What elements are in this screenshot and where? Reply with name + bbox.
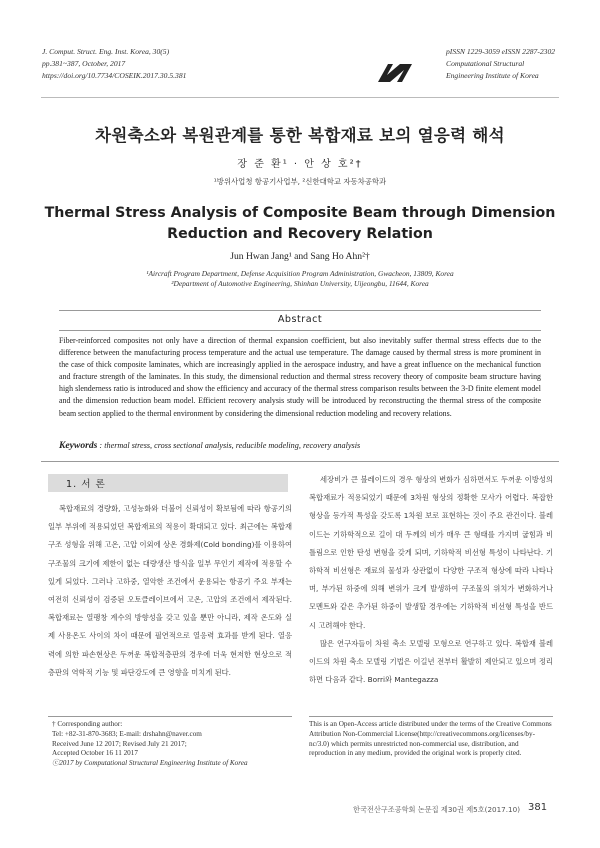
abstract-text: Fiber-reinforced composites not only have a direction of thermal expansion coefficient, but also inevitably suffer thermal stress effects due to the difference between the manufacturing process temperature and the actual use temperature. The damage caused by thermal stress is more prominent in the case of thick composite laminates, which are increasingly applied in the aerospace industry, and have a great influence on the mechanical function and fracture strength of the laminates. In this study, the dimensional reduction and thermal stress recovery theory of composite beam structure having high slenderness ratio is introduced and show the efficiency and accuracy of the thermal stress comparison results between the 3-D finite element model and the dimension reduction beam model. Efficient recovery analysis study will be introduced by reconstructing the thermal stress of the composite beam section applied to the thermal environment by considering the dimensional reduction modeling and recovery relations. bbox=[59, 336, 541, 418]
authors-korean: 장 준 환¹ · 안 상 호²† bbox=[237, 159, 363, 170]
footnote-line: † Corresponding author: bbox=[52, 720, 123, 728]
abstract-heading: Abstract bbox=[277, 314, 323, 325]
copyright-line: ⓒ2017 by Computational Structural Engineering Institute of Korea bbox=[52, 759, 248, 768]
body-paragraph: 복합재료의 경량화, 고성능화와 더불어 신뢰성이 확보됨에 따라 항공기의 일부 부위에 적용되었던 복합재료의 적용이 확대되고 있다. 최근에는 복합재 구조 성형을 위해 고온, 고압 이외에 상온 경화제(Cold bonding)를 이용하여 구조물의 크기에 제한이 없는 대량생산 방식을 일부 무인기 제작에 적용할 수 있게 되었다. 그러나 고하중, 열악한 조건에서 운용되는 항공기 주요 부재는 여전히 신뢰성이 검증된 오토클레이브에서 고온, 고압의 조건에서 제작된다. 복합재료는 열팽창 계수의 방향성을 갖고 있을 뿐만 아니라, 제작 온도와 실제 사용온도 사이의 차이 때문에 필연적으로 열응력 효과를 받게 된다. 열응력에 의한 파손현상은 두꺼운 복합적층판의 경우에 더욱 현저한 현상으로 적층판의 역학적 기능 및 파단강도에 큰 영향을 미치게 된다. bbox=[48, 504, 292, 677]
header-divider bbox=[41, 97, 559, 98]
footnote-rule-left bbox=[48, 716, 292, 717]
left-column bbox=[48, 500, 292, 682]
footer-journal: 한국전산구조공학회 논문집 제30권 제5호(2017.10) bbox=[353, 805, 520, 814]
footnote-line: Received June 12 2017; Revised July 21 2017; bbox=[52, 739, 187, 748]
journal-citation bbox=[42, 46, 186, 82]
publisher-line: Engineering Institute of Korea bbox=[446, 71, 539, 80]
issn-block bbox=[446, 46, 555, 82]
doi-link[interactable]: https://doi.org/10.7734/COSEIK.2017.30.5.381 bbox=[42, 71, 187, 80]
section-heading-introduction bbox=[48, 474, 288, 492]
affiliation-line: ¹Aircraft Program Department, Defense Acquisition Program Administration, Gwacheon, 13809, Korea bbox=[146, 269, 454, 278]
keywords bbox=[59, 440, 541, 451]
body-paragraph: 많은 연구자들이 차원 축소 모델링 모형으로 연구하고 있다. 복합재 블레이드의 차원 축소 모델링 기법은 이길년 전부터 활발히 제안되고 있으며 정리하면 다음과 같다. Borri와 Mantegazza bbox=[309, 638, 553, 685]
issn-line: pISSN 1229-3059 eISSN 2287-2302 bbox=[446, 47, 556, 56]
abstract-rule-bottom bbox=[59, 330, 541, 331]
affiliation-english bbox=[0, 269, 600, 289]
journal-logo-icon bbox=[376, 62, 414, 84]
page-number: 381 bbox=[528, 802, 548, 813]
publisher-line: Computational Structural bbox=[446, 59, 525, 68]
paper-title-korean: 차원축소와 복원관계를 통한 복합재료 보의 열응력 해석 bbox=[95, 126, 505, 145]
authors-english: Jun Hwan Jang¹ and Sang Ho Ahn²† bbox=[230, 251, 370, 262]
keywords-list: : thermal stress, cross sectional analysis, reducible modeling, recovery analysis bbox=[97, 441, 361, 450]
right-column bbox=[309, 471, 553, 689]
citation-line: J. Comput. Struct. Eng. Inst. Korea, 30(5) bbox=[42, 47, 170, 56]
correspondence-footnote bbox=[52, 720, 296, 769]
footnote-line: Accepted October 16 11 2017 bbox=[52, 749, 138, 758]
keywords-label: Keywords bbox=[59, 440, 98, 451]
section-heading-text: 1. 서 론 bbox=[66, 479, 106, 490]
footnote-rule-right bbox=[309, 716, 553, 717]
affiliation-korean: ¹방위사업청 항공기사업부, ²신한대학교 자동차공학과 bbox=[213, 177, 387, 186]
license-footnote: This is an Open-Access article distributed under the terms of the Creative Commons Attribution Non-Commercial License(http://creativecommons.org/licenses/by-nc/3.0) which permits unrestricted non-commercial use, distribution, and reproduction in any medium, provided the original work is properly cited. bbox=[309, 720, 552, 758]
affiliation-line: ²Department of Automotive Engineering, Shinhan University, Uijeongbu, 11644, Korea bbox=[171, 279, 429, 288]
body-paragraph: 세장비가 큰 블레이드의 경우 형상의 변화가 심하면서도 두꺼운 이방성의 복합재료가 적용되었기 때문에 3차원 형상의 정확한 모사가 어렵다. 복잡한 형상을 등가적 특성을 갖도록 1차원 보로 표현하는 것이 주요 관건이다. 블레이드는 기하학적으로 길이 대 두께의 비가 매우 큰 형태를 가지며 굽힘과 비틀림으로 인한 탄성 변형을 갖게 되며, 기하학적 비선형 특성이 나타난다. 기하학적 비선형은 재료의 물성과 상관없이 다양한 구조적 형상에 따라 나타나며, 부가된 하중에 의해 변위가 크게 발생하여 구조물의 위치가 변화하거나 모멘트와 같은 추가된 하중이 발생할 경우에는 기하학적 비선형 특성을 반드시 고려해야 한다. bbox=[309, 475, 553, 630]
keywords-divider bbox=[41, 461, 559, 462]
abstract-rule-top bbox=[59, 310, 541, 311]
citation-line: pp.381~387, October, 2017 bbox=[42, 59, 126, 68]
paper-title-english: Thermal Stress Analysis of Composite Beam through Dimension Reduction and Recovery Relation bbox=[44, 205, 556, 242]
footnote-line: Tel: +82-31-870-3683; E-mail: drshahn@naver.com bbox=[52, 729, 202, 738]
